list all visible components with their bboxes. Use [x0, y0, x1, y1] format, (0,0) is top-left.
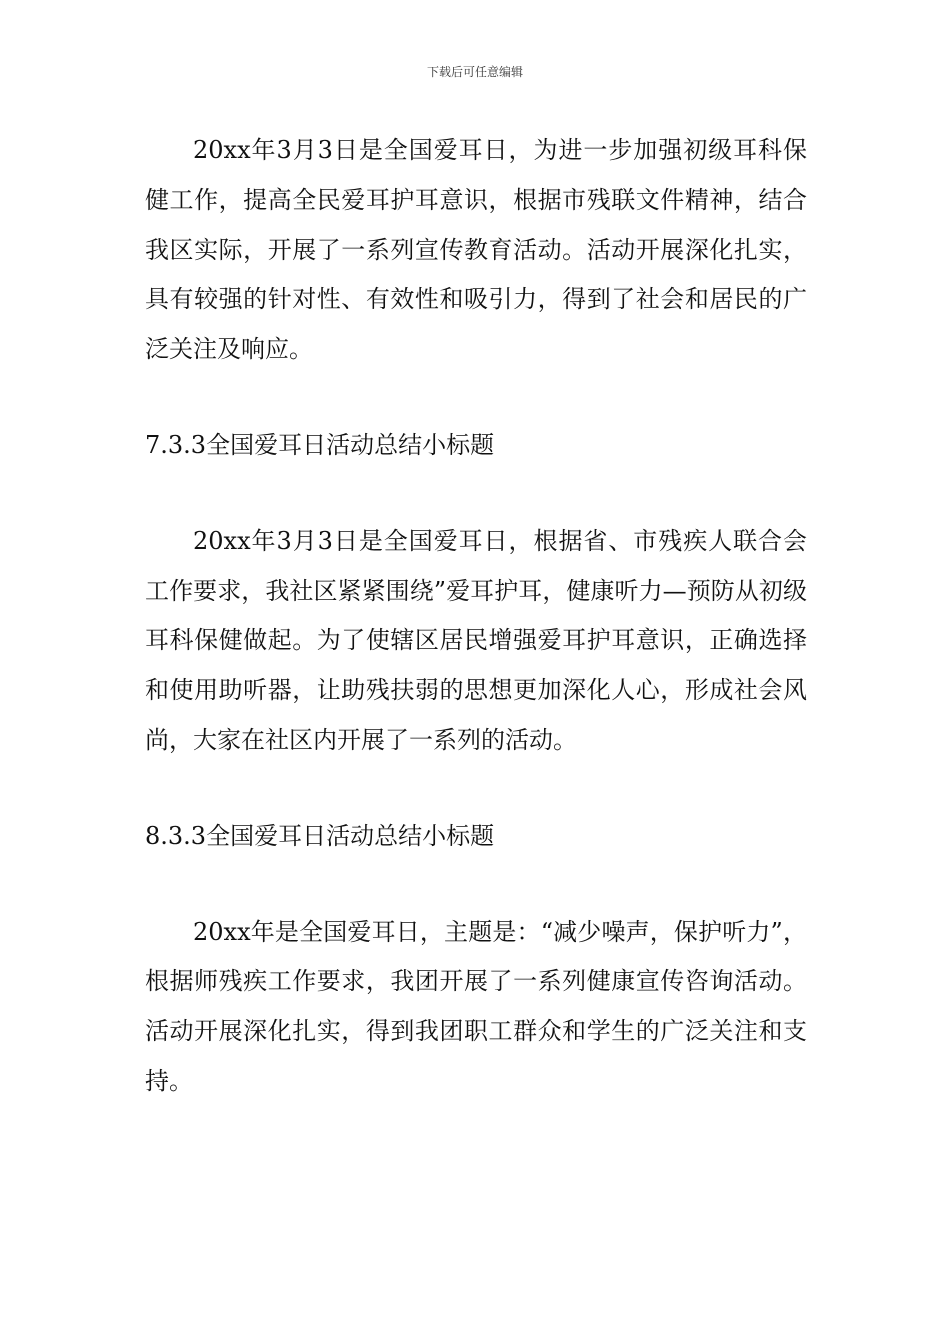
document-body	[145, 126, 807, 1107]
section-heading-8: 8.3.3全国爱耳日活动总结小标题	[145, 821, 495, 850]
page-header-note: 下载后可任意编辑	[426, 65, 523, 79]
spacer	[145, 375, 807, 421]
paragraph-intro: 20xx年3月3日是全国爱耳日，为进一步加强初级耳科保健工作，提高全民爱耳护耳意识，根据市残联文件精神，结合我区实际，开展了一系列宣传教育活动。活动开展深化扎实，具有较强的针对性、有效性和吸引力，得到了社会和居民的广泛关注及响应。	[145, 136, 807, 364]
spacer	[145, 471, 807, 517]
paragraph-section-8: 20xx年是全国爱耳日，主题是：“减少噪声，保护听力”，根据师残疾工作要求，我团开展了一系列健康宣传咨询活动。活动开展深化扎实，得到我团职工群众和学生的广泛关注和支持。	[145, 917, 807, 1095]
spacer	[145, 766, 807, 812]
section-heading-7: 7.3.3全国爱耳日活动总结小标题	[145, 430, 495, 459]
paragraph-section-7: 20xx年3月3日是全国爱耳日，根据省、市残疾人联合会工作要求，我社区紧紧围绕”爱耳护耳，健康听力—预防从初级耳科保健做起。为了使辖区居民增强爱耳护耳意识，正确选择和使用助听器，让助残扶弱的思想更加深化人心，形成社会风尚，大家在社区内开展了一系列的活动。	[145, 526, 807, 754]
spacer	[145, 862, 807, 908]
